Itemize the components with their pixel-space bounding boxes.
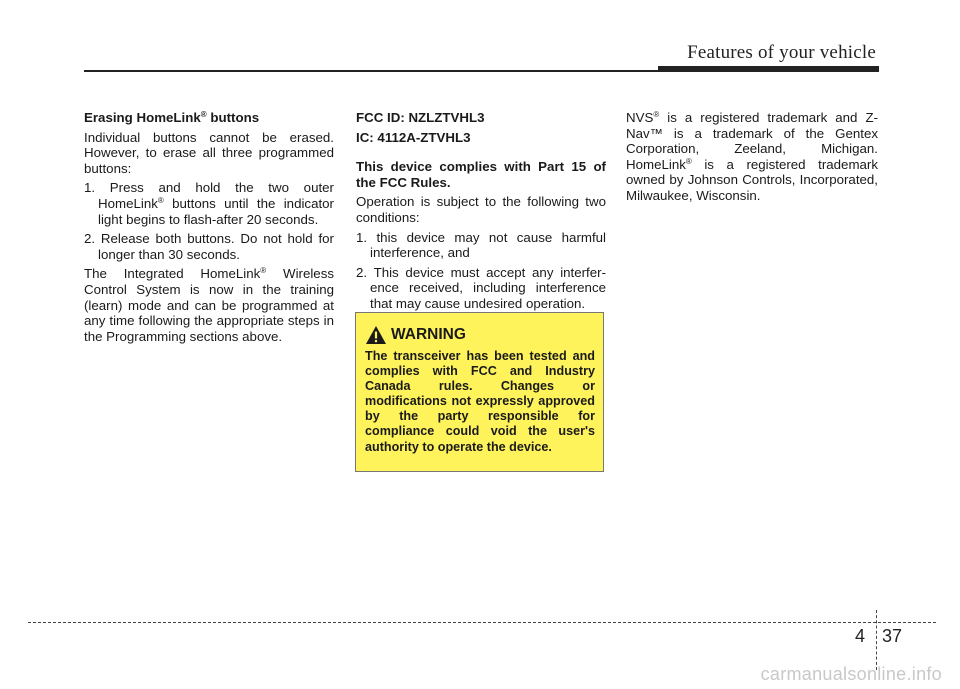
list-item: 1. Press and hold the two outer HomeLink® buttons until the indicator light begins to flash-after 20 seconds.: [84, 180, 334, 227]
conditions-list: [356, 230, 606, 312]
watermark: carmanualsonline.info: [760, 664, 942, 684]
warning-box: [355, 312, 604, 472]
warning-text: The transceiver has been tested and complies with FCC and Industry Canada rules. Changes or modifications not expressly approved by the party responsible for compliance could void the user's authority to operate the device.: [365, 349, 595, 454]
chapter-number: 4: [855, 626, 866, 646]
section-heading: Erasing HomeLink® buttons: [84, 110, 260, 125]
page-number: 37: [882, 626, 903, 646]
header-rule-accent: [658, 66, 879, 72]
warning-title: WARNING: [391, 326, 466, 343]
ic-id: IC: 4112A-ZTVHL3: [356, 129, 471, 145]
intro-paragraph: Individual buttons cannot be erased. However, to erase all three programmed buttons:: [84, 129, 334, 176]
column-erasing-homelink: [84, 110, 334, 348]
list-item: 2. Release both buttons. Do not hold for longer than 30 seconds.: [84, 231, 334, 262]
list-item: 2. This device must accept any interfer-ence received, including interference that may cause undesired operation.: [356, 264, 606, 311]
page-header-title: Features of your vehicle: [687, 42, 876, 63]
column-trademarks: [626, 110, 878, 208]
operation-conditions: Operation is subject to the following two conditions:: [356, 194, 606, 225]
fcc-compliance-statement: This device complies with Part 15 of the FCC Rules.: [356, 159, 606, 190]
footer-rule: [28, 622, 936, 623]
erase-steps-list: [84, 180, 334, 262]
trademark-paragraph: NVS® is a registered trademark and Z-Nav™ is a trademark of the Gentex Corporation, Zeeland, Michigan. HomeLink® is a registered trademark owned by Johnson Controls, Incorporated, Milwaukee, Wisconsin.: [626, 110, 878, 203]
training-mode-paragraph: The Integrated HomeLink® Wireless Control System is now in the training (learn) mode and can be programmed at any time following the appropriate steps in the Programming sections above.: [84, 266, 334, 344]
column-fcc: [356, 110, 606, 316]
warning-triangle-icon: [365, 325, 387, 345]
fcc-id: FCC ID: NZLZTVHL3: [356, 110, 485, 125]
page-number-separator: [876, 610, 877, 670]
list-item: 1. this device may not cause harmful interference, and: [356, 229, 606, 261]
